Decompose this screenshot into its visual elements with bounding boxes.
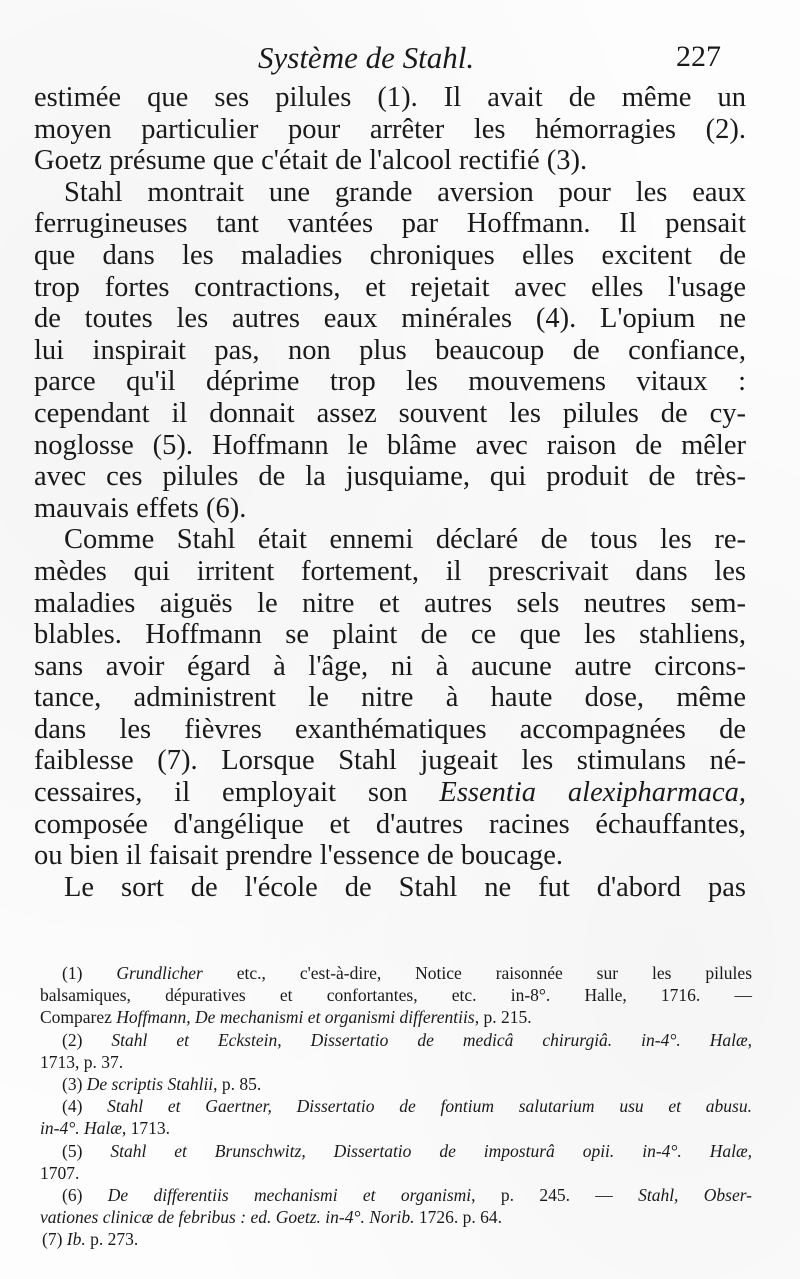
text-line: faiblesse (7). Lorsque Stahl jugeait les stimulans né- <box>34 745 746 777</box>
text-line: cependant il donnait assez souvent les pilules de cy- <box>34 397 746 429</box>
text-line: moyen particulier pour arrêter les hémorragies (2). <box>34 113 746 145</box>
footnote-number: (7) <box>42 1229 67 1250</box>
page-header <box>0 38 800 78</box>
footnote-number: (1) <box>62 963 117 983</box>
citation: Stahl, Obser- <box>638 1184 753 1205</box>
footnote-line <box>40 1006 752 1028</box>
text-line: blables. Hoffmann se plaint de ce que les stahliens, <box>34 619 746 651</box>
footnote-2 <box>40 1029 752 1051</box>
citation: De differentiis mechanismi et organismi <box>107 1184 472 1205</box>
text-segment: etc., c'est-à-dire, Notice raisonnée sur les pilules <box>202 963 753 983</box>
footnote-4 <box>40 1095 752 1117</box>
text-line: lui inspirait pas, non plus beaucoup de confiance, <box>34 334 746 366</box>
text-line: ou bien il faisait prendre l'essence de boucage. <box>34 840 564 872</box>
remedy-name: Essentia alexipharmaca, <box>439 777 746 809</box>
text-line: parce qu'il déprime trop les mouvemens vitaux : <box>34 366 746 398</box>
main-text <box>34 82 746 903</box>
text-line: maladies aiguës le nitre et autres sels neutres sem- <box>34 587 746 619</box>
text-line: composée d'angélique et d'autres racines échauffantes, <box>34 808 746 840</box>
text-line: trop fortes contractions, et rejetait avec elles l'usage <box>34 271 746 303</box>
footnote-6 <box>40 1184 752 1206</box>
citation: De scriptis Stahlii <box>86 1073 214 1094</box>
footnote-line: 1707. <box>40 1162 80 1183</box>
text-line: estimée que ses pilules (1). Il avait de même un <box>34 82 746 113</box>
text-segment: cessaires, il employait son <box>34 777 440 809</box>
footnote-number: (3) <box>62 1073 87 1094</box>
text-line: que dans les maladies chroniques elles excitent de <box>34 239 746 271</box>
footnotes <box>40 962 752 1250</box>
text-segment: , p. 85. <box>213 1073 262 1094</box>
text-line: sans avoir égard à l'âge, ni à aucune autre circons- <box>34 650 746 682</box>
footnote-number: (4) <box>62 1096 108 1117</box>
text-line: dans les fièvres exanthématiques accompagnées de <box>34 713 746 745</box>
citation: Ib. <box>66 1229 86 1250</box>
text-line: Le sort de l'école de Stahl ne fut d'abord pas <box>64 871 746 903</box>
footnote-line: balsamiques, dépuratives et confortantes, etc. in-8°. Halle, 1716. — <box>40 985 752 1006</box>
text-line: de toutes les autres eaux minérales (4). L'opium ne <box>34 303 746 335</box>
citation: Hoffmann, De mechanismi et organismi differentiis <box>116 1007 475 1028</box>
text-segment: , p. 245. — <box>471 1184 639 1205</box>
citation: Stahl et Gaertner, Dissertatio de fontium salutarium usu et abusu. <box>107 1096 752 1117</box>
text-line: ferrugineuses tant vantées par Hoffmann. Il pensait <box>34 208 746 240</box>
text-line: Goetz présume que c'était de l'alcool rectifié (3). <box>34 145 588 177</box>
text-segment: , 1713. <box>121 1118 170 1139</box>
text-line: mauvais effets (6). <box>34 492 247 524</box>
text-line: avec ces pilules de la jusquiame, qui produit de très- <box>34 461 746 493</box>
footnote-line <box>40 1206 752 1228</box>
footnote-number: (2) <box>62 1029 112 1050</box>
footnote-3 <box>40 1073 752 1095</box>
footnote-number: (5) <box>62 1140 111 1161</box>
text-line <box>34 777 746 809</box>
footnote-7 <box>40 1228 752 1250</box>
text-line: Stahl montrait une grande aversion pour les eaux <box>64 176 746 208</box>
citation: vationes clinicæ de febribus : ed. Goetz. in-4°. Norib. <box>40 1207 415 1228</box>
footnote-line <box>40 1117 752 1139</box>
running-title: Système de Stahl. <box>258 40 475 75</box>
citation: Stahl et Eckstein, Dissertatio de medicâ chirurgiâ. in-4°. Halæ, <box>111 1029 752 1050</box>
text-line: mèdes qui irritent fortement, il prescrivait dans les <box>34 555 746 587</box>
text-segment: p. 273. <box>85 1229 139 1250</box>
page-number: 227 <box>676 40 721 73</box>
footnote-line: 1713, p. 37. <box>40 1051 124 1072</box>
text-segment: , p. 215. <box>474 1007 532 1028</box>
footnote-5 <box>40 1140 752 1162</box>
citation: Stahl et Brunschwitz, Dissertatio de imposturâ opii. in-4°. Halæ, <box>110 1140 753 1161</box>
footnote-number: (6) <box>62 1184 108 1205</box>
text-segment: Comparez <box>40 1007 117 1028</box>
text-line: Comme Stahl était ennemi déclaré de tous les re- <box>64 524 746 556</box>
text-line: noglosse (5). Hoffmann le blâme avec raison de mêler <box>34 429 746 461</box>
citation: in-4°. Halæ <box>40 1118 122 1139</box>
text-line: tance, administrent le nitre à haute dose, même <box>34 682 746 714</box>
text-segment: 1726. p. 64. <box>414 1207 502 1228</box>
book-title: Grundlicher <box>116 963 203 983</box>
footnote-1 <box>40 962 752 984</box>
